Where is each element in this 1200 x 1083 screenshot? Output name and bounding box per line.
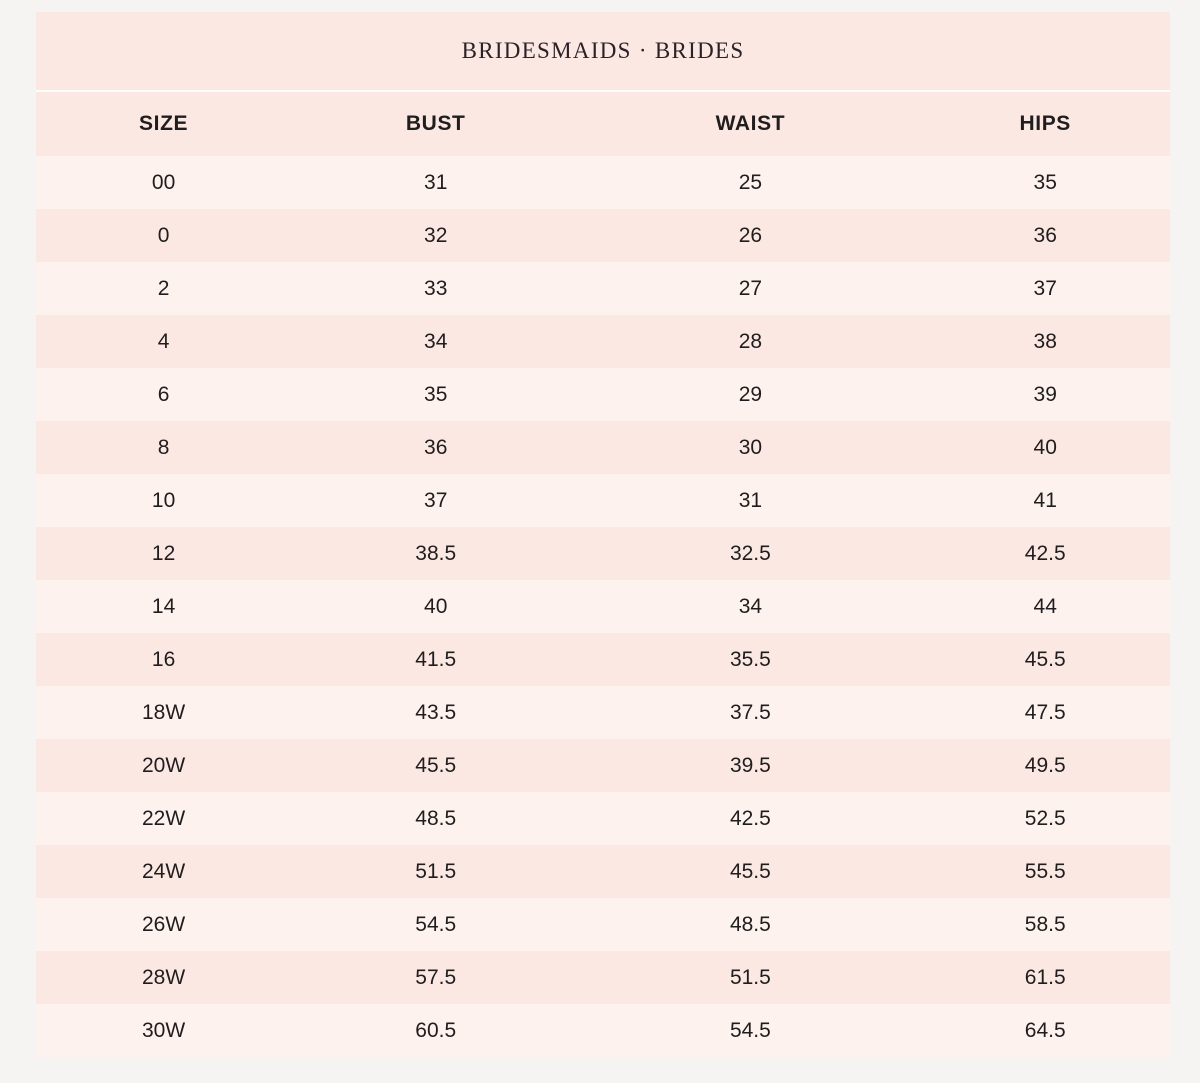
cell-hips: 35 <box>1033 170 1057 194</box>
cell-bust: 35 <box>424 382 448 406</box>
cell-bust: 36 <box>424 435 448 459</box>
cell-waist: 39.5 <box>729 753 771 777</box>
cell-size: 24W <box>141 859 186 883</box>
column-header-waist: WAIST <box>715 112 786 135</box>
cell-waist: 48.5 <box>729 912 771 936</box>
cell-size: 00 <box>151 170 176 194</box>
cell-size: 20W <box>141 753 186 777</box>
cell-hips: 39 <box>1033 382 1057 406</box>
cell-size: 2 <box>157 276 170 300</box>
cell-waist: 26 <box>738 223 763 247</box>
cell-waist: 28 <box>738 329 763 353</box>
table-row <box>36 739 1170 792</box>
cell-size: 10 <box>151 488 176 512</box>
cell-hips: 49.5 <box>1024 753 1066 777</box>
cell-waist: 27 <box>738 276 763 300</box>
cell-size: 6 <box>157 382 170 406</box>
cell-bust: 43.5 <box>415 700 457 724</box>
cell-size: 16 <box>151 647 176 671</box>
table-row <box>36 898 1170 951</box>
table-row <box>36 527 1170 580</box>
table-row <box>36 686 1170 739</box>
cell-bust: 33 <box>424 276 448 300</box>
cell-hips: 55.5 <box>1024 859 1066 883</box>
cell-hips: 58.5 <box>1024 912 1066 936</box>
size-guide-panel <box>36 12 1170 1057</box>
table-row <box>36 792 1170 845</box>
cell-hips: 41 <box>1033 488 1057 512</box>
cell-size: 0 <box>157 223 170 247</box>
cell-bust: 60.5 <box>415 1018 457 1042</box>
cell-waist: 32.5 <box>729 541 771 565</box>
cell-bust: 54.5 <box>415 912 457 936</box>
cell-hips: 61.5 <box>1024 965 1066 989</box>
cell-waist: 51.5 <box>729 965 771 989</box>
cell-hips: 47.5 <box>1024 700 1066 724</box>
cell-waist: 37.5 <box>729 700 771 724</box>
cell-size: 26W <box>141 912 186 936</box>
cell-hips: 44 <box>1033 594 1057 618</box>
table-row <box>36 1004 1170 1057</box>
cell-bust: 57.5 <box>415 965 457 989</box>
cell-waist: 31 <box>738 488 763 512</box>
cell-waist: 30 <box>738 435 763 459</box>
cell-size: 12 <box>151 541 176 565</box>
cell-bust: 37 <box>424 488 448 512</box>
cell-waist: 34 <box>738 594 763 618</box>
cell-hips: 52.5 <box>1024 806 1066 830</box>
column-header-bust: BUST <box>405 112 466 135</box>
cell-bust: 31 <box>424 170 448 194</box>
table-row <box>36 633 1170 686</box>
cell-size: 28W <box>141 965 186 989</box>
cell-hips: 45.5 <box>1024 647 1066 671</box>
cell-waist: 45.5 <box>729 859 771 883</box>
table-row <box>36 315 1170 368</box>
cell-waist: 25 <box>738 170 763 194</box>
table-row <box>36 474 1170 527</box>
cell-bust: 40 <box>424 594 448 618</box>
table-row <box>36 156 1170 209</box>
cell-hips: 42.5 <box>1024 541 1066 565</box>
cell-hips: 38 <box>1033 329 1057 353</box>
table-title-band <box>36 12 1170 90</box>
cell-bust: 48.5 <box>415 806 457 830</box>
cell-hips: 36 <box>1033 223 1057 247</box>
cell-size: 8 <box>157 435 170 459</box>
cell-size: 4 <box>157 329 170 353</box>
cell-size: 22W <box>141 806 186 830</box>
cell-waist: 42.5 <box>729 806 771 830</box>
cell-bust: 45.5 <box>415 753 457 777</box>
cell-bust: 32 <box>424 223 448 247</box>
column-header-hips: HIPS <box>1019 112 1071 135</box>
table-title: BRIDESMAIDS · BRIDES <box>461 38 745 63</box>
table-row <box>36 368 1170 421</box>
table-row <box>36 845 1170 898</box>
cell-waist: 29 <box>738 382 763 406</box>
cell-waist: 35.5 <box>729 647 771 671</box>
table-row <box>36 262 1170 315</box>
cell-size: 18W <box>141 700 186 724</box>
table-body <box>36 156 1170 1057</box>
table-row <box>36 951 1170 1004</box>
table-header-row <box>36 92 1170 156</box>
column-header-size: SIZE <box>139 112 189 135</box>
cell-hips: 40 <box>1033 435 1057 459</box>
cell-hips: 64.5 <box>1024 1018 1066 1042</box>
cell-bust: 38.5 <box>415 541 457 565</box>
cell-waist: 54.5 <box>729 1018 771 1042</box>
table-row <box>36 421 1170 474</box>
cell-bust: 34 <box>424 329 448 353</box>
table-row <box>36 580 1170 633</box>
cell-bust: 51.5 <box>415 859 457 883</box>
cell-bust: 41.5 <box>415 647 457 671</box>
cell-hips: 37 <box>1033 276 1057 300</box>
cell-size: 30W <box>141 1018 186 1042</box>
cell-size: 14 <box>151 594 176 618</box>
table-row <box>36 209 1170 262</box>
